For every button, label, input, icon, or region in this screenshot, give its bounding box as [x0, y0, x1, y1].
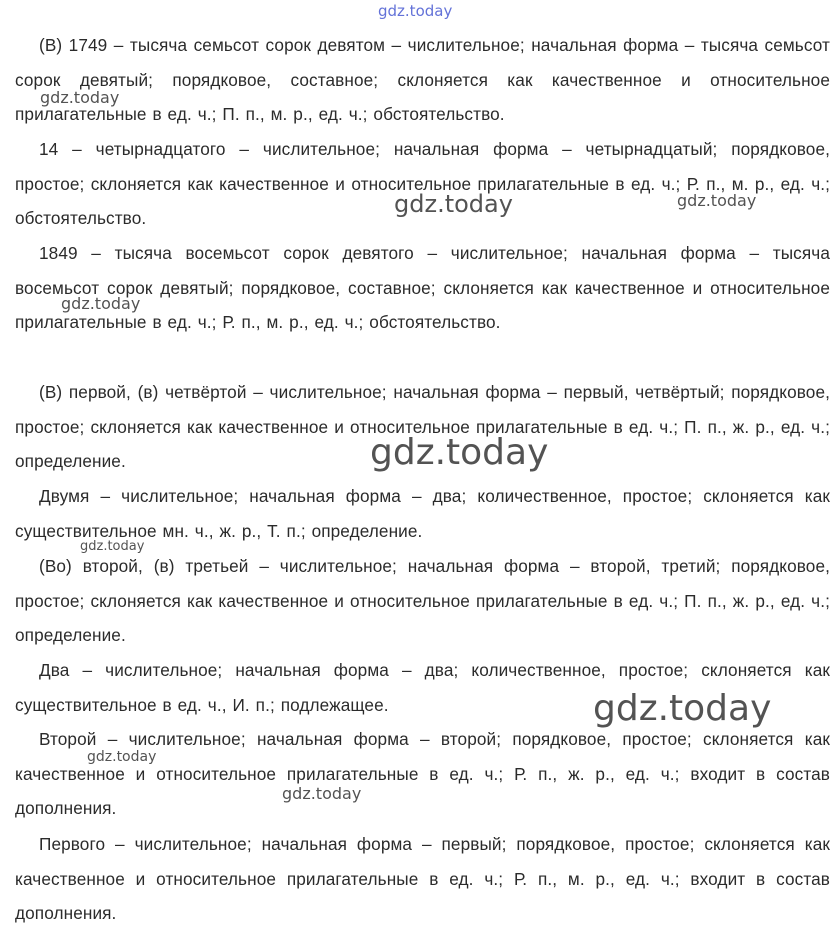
watermark: gdz.today — [370, 432, 549, 473]
watermark: gdz.today — [40, 88, 120, 107]
watermark: gdz.today — [87, 749, 157, 765]
paragraph-9: Первого – числительное; начальная форма – первый; порядковое, простое; склоняется как качественное и относительное прилагательные в ед. ч.; Р. п., м. р., ед. ч.; входит в состав дополнения. — [15, 834, 830, 924]
watermark: gdz.today — [394, 190, 513, 218]
paragraph-6: (Во) второй, (в) третьей – числительное; начальная форма – второй, третий; порядковое, простое; склоняется как качественное и относительное прилагательные в ед. ч.; П. п., ж. р., ед. ч.; определение. — [15, 556, 830, 646]
watermark: gdz.today — [677, 191, 757, 210]
paragraph-3: 1849 – тысяча восемьсот сорок девятого – числительное; начальная форма – тысяча восемьсот сорок девятый; порядковое, составное; склоняется как качественное и относительное прилагательные в ед. ч.; Р. п., м. р., ед. ч.; обстоятельство. — [15, 243, 830, 333]
watermark: gdz.today — [80, 539, 145, 554]
paragraph-2: 14 – четырнадцатого – числительное; начальная форма – четырнадцатый; порядковое, простое; склоняется как качественное и относительное прилагательные в ед. ч.; Р. п., м. р., ед. ч.; обстоятельство. — [15, 139, 830, 229]
paragraph-1: (В) 1749 – тысяча семьсот сорок девятом – числительное; начальная форма – тысяча семьсот сорок девятый; порядковое, составное; склоняется как качественное и относительное прилагательные в ед. ч.; П. п., м. р., ед. ч.; обстоятельство. — [15, 35, 830, 125]
paragraph-4: (В) первой, (в) четвёртой – числительное; начальная форма – первый, четвёртый; порядковое, простое; склоняется как качественное и относительное прилагательные в ед. ч.; П. п., ж. р., ед. ч.; определение. — [15, 382, 830, 472]
watermark: gdz.today — [61, 294, 141, 313]
watermark: gdz.today — [282, 784, 362, 803]
paragraph-5: Двумя – числительное; начальная форма – два; количественное, простое; склоняется как существительное мн. ч., ж. р., Т. п.; определение. — [15, 486, 830, 541]
watermark-top: gdz.today — [378, 2, 453, 20]
paragraph-8: Второй – числительное; начальная форма – второй; порядковое, простое; склоняется как качественное и относительное прилагательные в ед. ч.; Р. п., ж. р., ед. ч.; входит в состав дополнения. — [15, 729, 830, 819]
paragraph-7: Два – числительное; начальная форма – два; количественное, простое; склоняется как существительное в ед. ч., И. п.; подлежащее. — [15, 660, 830, 715]
watermark: gdz.today — [593, 688, 772, 729]
